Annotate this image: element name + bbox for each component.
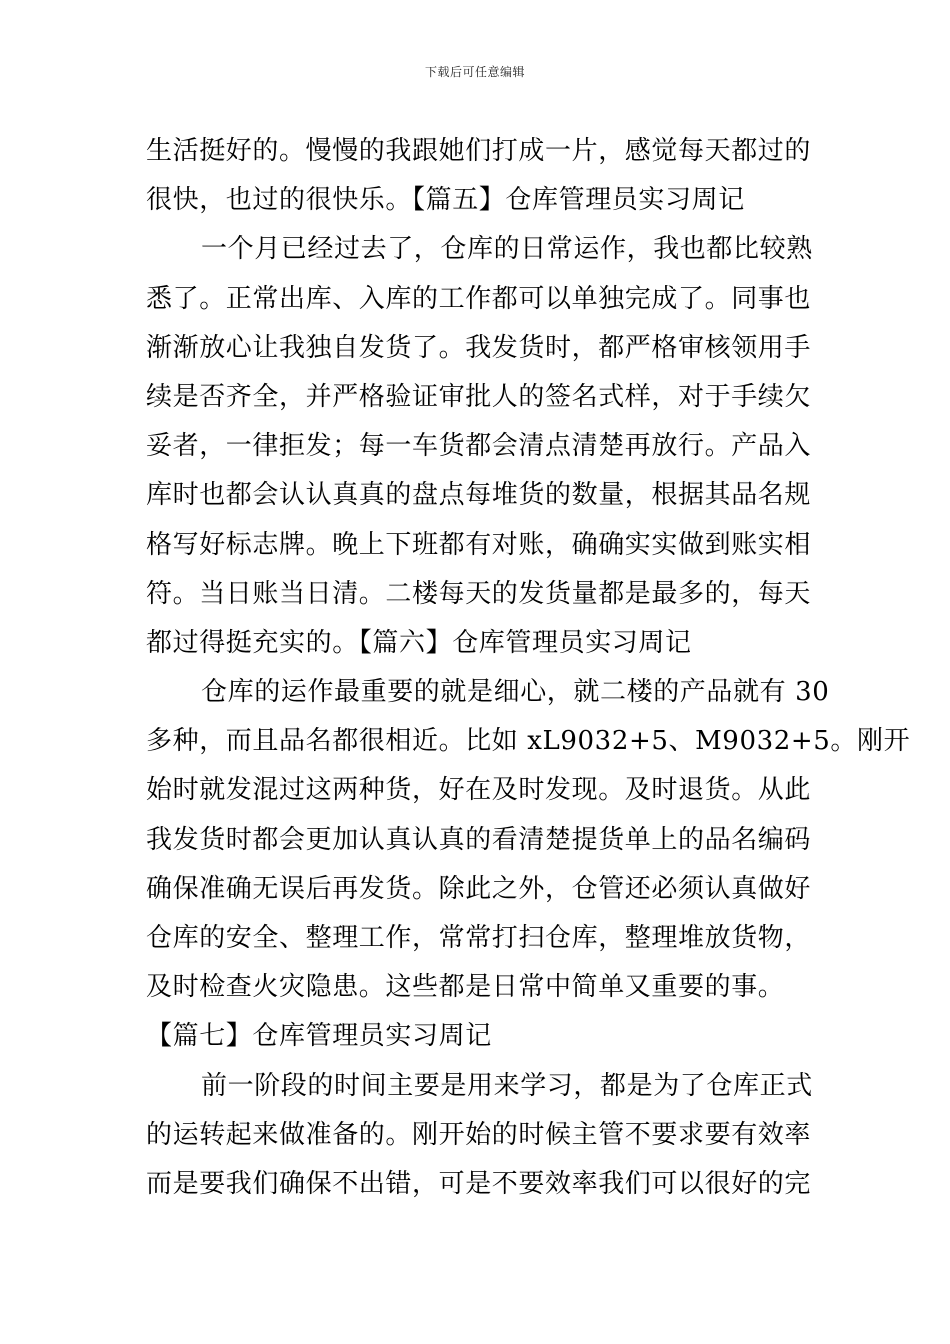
- text-line: 仓库的安全、整理工作，常常打扫仓库，整理堆放货物，: [146, 923, 812, 953]
- text-line: 悉了。正常出库、入库的工作都可以单独完成了。同事也: [146, 283, 812, 314]
- text-line: 妥者，一律拒发；每一车货都会清点清楚再放行。产品入: [146, 431, 812, 462]
- text-line: 库时也都会认认真真的盘点每堆货的数量，根据其品名规: [146, 480, 812, 511]
- text-line: 确保准确无误后再发货。除此之外，仓管还必须认真做好: [146, 873, 812, 904]
- text-line: 我发货时都会更加认真认真的看清楚提货单上的品名编码: [146, 824, 812, 855]
- text-line: 续是否齐全，并严格验证审批人的签名式样，对于手续欠: [146, 381, 812, 412]
- text-line: 及时检查火灾隐患。这些都是日常中简单又重要的事。: [146, 972, 785, 1003]
- text-line: 格写好标志牌。晚上下班都有对账，确确实实做到账实相: [146, 529, 812, 560]
- text-line: 而是要我们确保不出错，可是不要效率我们可以很好的完: [146, 1168, 812, 1199]
- text-line: 仓库的运作最重要的就是细心，就二楼的产品就有 30: [201, 677, 830, 708]
- text-line: 一个月已经过去了，仓库的日常运作，我也都比较熟: [201, 234, 813, 265]
- text-line: 符。当日账当日清。二楼每天的发货量都是最多的，每天: [146, 578, 812, 609]
- text-line: 的运转起来做准备的。刚开始的时候主管不要求要有效率: [146, 1119, 812, 1150]
- text-line: 很快，也过的很快乐。【篇五】仓库管理员实习周记: [146, 185, 745, 216]
- text-line: 前一阶段的时间主要是用来学习，都是为了仓库正式: [201, 1070, 813, 1101]
- text-line: 【篇七】仓库管理员实习周记: [146, 1021, 492, 1052]
- text-line: 都过得挺充实的。【篇六】仓库管理员实习周记: [146, 627, 692, 658]
- text-line: 渐渐放心让我独自发货了。我发货时，都严格审核领用手: [146, 332, 812, 363]
- header-note: 下载后可任意编辑: [424, 65, 525, 79]
- body-text: [146, 127, 911, 1209]
- text-line: 始时就发混过这两种货，好在及时发现。及时退货。从此: [146, 775, 812, 806]
- text-line: 多种，而且品名都很相近。比如 xL9032+5、M9032+5。刚开: [146, 726, 911, 757]
- text-line: 生活挺好的。慢慢的我跟她们打成一片，感觉每天都过的: [146, 136, 812, 166]
